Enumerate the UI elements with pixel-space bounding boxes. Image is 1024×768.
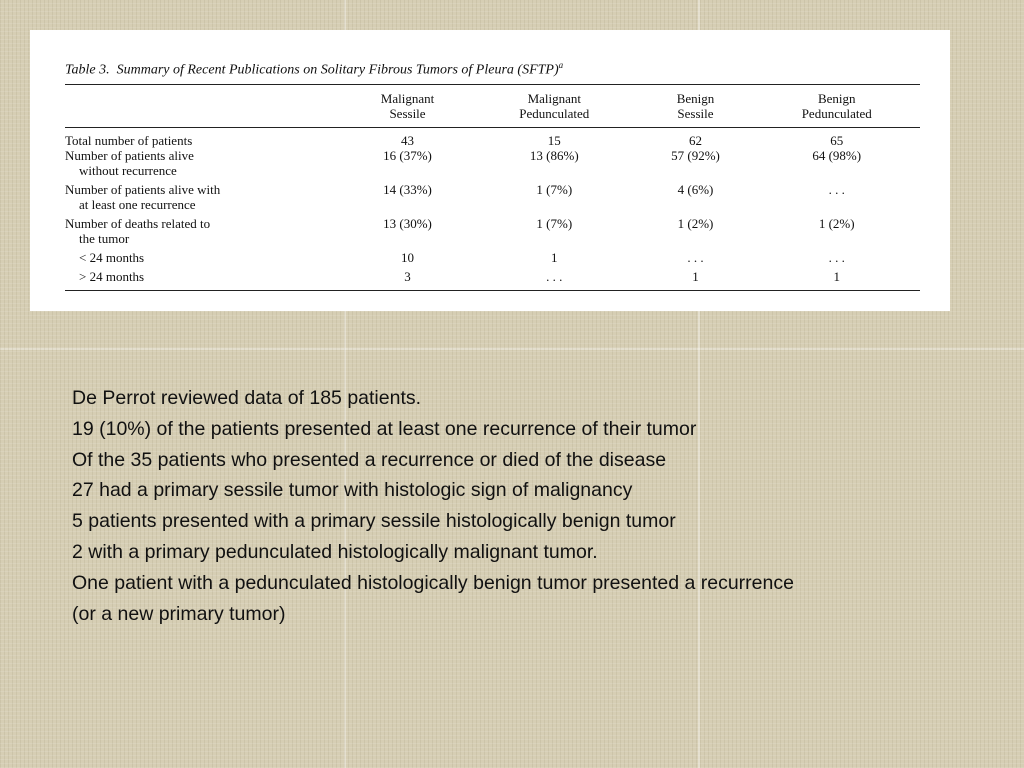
table-row-label: < 24 months xyxy=(79,249,145,265)
table-caption-footnote: a xyxy=(558,60,564,70)
table-row xyxy=(65,148,920,178)
table-cell: 10 xyxy=(401,249,415,265)
table-header-benign-sessile: Benign Sessile xyxy=(638,85,754,128)
notes-line: Of the 35 patients who presented a recurrence or died of the disease xyxy=(72,448,667,471)
table-cell: . . . xyxy=(828,181,845,197)
table-header-benign-pedunculated: Benign Pedunculated xyxy=(753,85,920,128)
table-cell: 1 (2%) xyxy=(677,215,714,231)
table-cell: 1 (7%) xyxy=(536,215,573,231)
table-caption-number: 3. xyxy=(99,62,110,78)
table-cell: 3 xyxy=(404,268,411,284)
table-header-malignant-pedunculated: Malignant Pedunculated xyxy=(471,85,638,128)
table-cell: . . . xyxy=(546,268,563,284)
table-cell: 1 xyxy=(692,268,699,284)
table-row-label: Number of patients alive with at least one recurrence xyxy=(65,181,221,212)
table-row xyxy=(65,178,920,212)
table-row-label: > 24 months xyxy=(79,268,145,284)
table-cell: 1 (2%) xyxy=(818,215,855,231)
table-cell: 13 (86%) xyxy=(529,147,579,163)
table-cell: 1 xyxy=(551,249,558,265)
notes-text-block xyxy=(72,383,1002,629)
table-cell: . . . xyxy=(828,249,845,265)
table-cell: 13 (30%) xyxy=(383,215,432,231)
table-cell: 65 xyxy=(830,132,844,148)
table-cell: 1 xyxy=(833,268,840,284)
notes-line: 19 (10%) of the patients presented at least one recurrence of their tumor xyxy=(72,417,697,440)
notes-line: One patient with a pedunculated histologically benign tumor presented a recurrence xyxy=(72,571,794,594)
notes-line: 27 had a primary sessile tumor with histologic sign of malignancy xyxy=(72,479,633,502)
table-header-row xyxy=(65,85,920,128)
table-cell: . . . xyxy=(687,249,704,265)
table-caption xyxy=(65,60,920,85)
table-row xyxy=(65,127,920,148)
table-header-blank xyxy=(65,85,344,128)
notes-line: 2 with a primary pedunculated histologically malignant tumor. xyxy=(72,540,598,563)
notes-line: 5 patients presented with a primary sessile histologically benign tumor xyxy=(72,510,676,533)
table-cell: 43 xyxy=(401,132,415,148)
table-cell: 62 xyxy=(688,132,702,148)
table-cell: 1 (7%) xyxy=(536,181,573,197)
table-row xyxy=(65,212,920,246)
summary-table xyxy=(65,85,920,291)
table-cell: 57 (92%) xyxy=(671,147,720,163)
table-row-label: Number of deaths related to the tumor xyxy=(65,215,211,246)
table-caption-prefix: Table xyxy=(65,62,96,78)
table-row xyxy=(65,246,920,265)
table-cell: 16 (37%) xyxy=(383,147,432,163)
table-cell: 64 (98%) xyxy=(812,147,862,163)
table-cell: 14 (33%) xyxy=(383,181,432,197)
notes-line: (or a new primary tumor) xyxy=(72,602,286,625)
table-caption-text: Summary of Recent Publications on Solitary Fibrous Tumors of Pleura (SFTP) xyxy=(116,62,559,78)
table-row-label: Number of patients alive without recurrence xyxy=(65,147,194,178)
table-row xyxy=(65,265,920,291)
table-image-panel xyxy=(30,30,950,311)
table-cell: 15 xyxy=(547,132,561,148)
table-cell: 4 (6%) xyxy=(677,181,714,197)
table-row-label: Total number of patients xyxy=(65,132,193,148)
notes-line: De Perrot reviewed data of 185 patients. xyxy=(72,387,422,409)
table-header-malignant-sessile: Malignant Sessile xyxy=(344,85,471,128)
